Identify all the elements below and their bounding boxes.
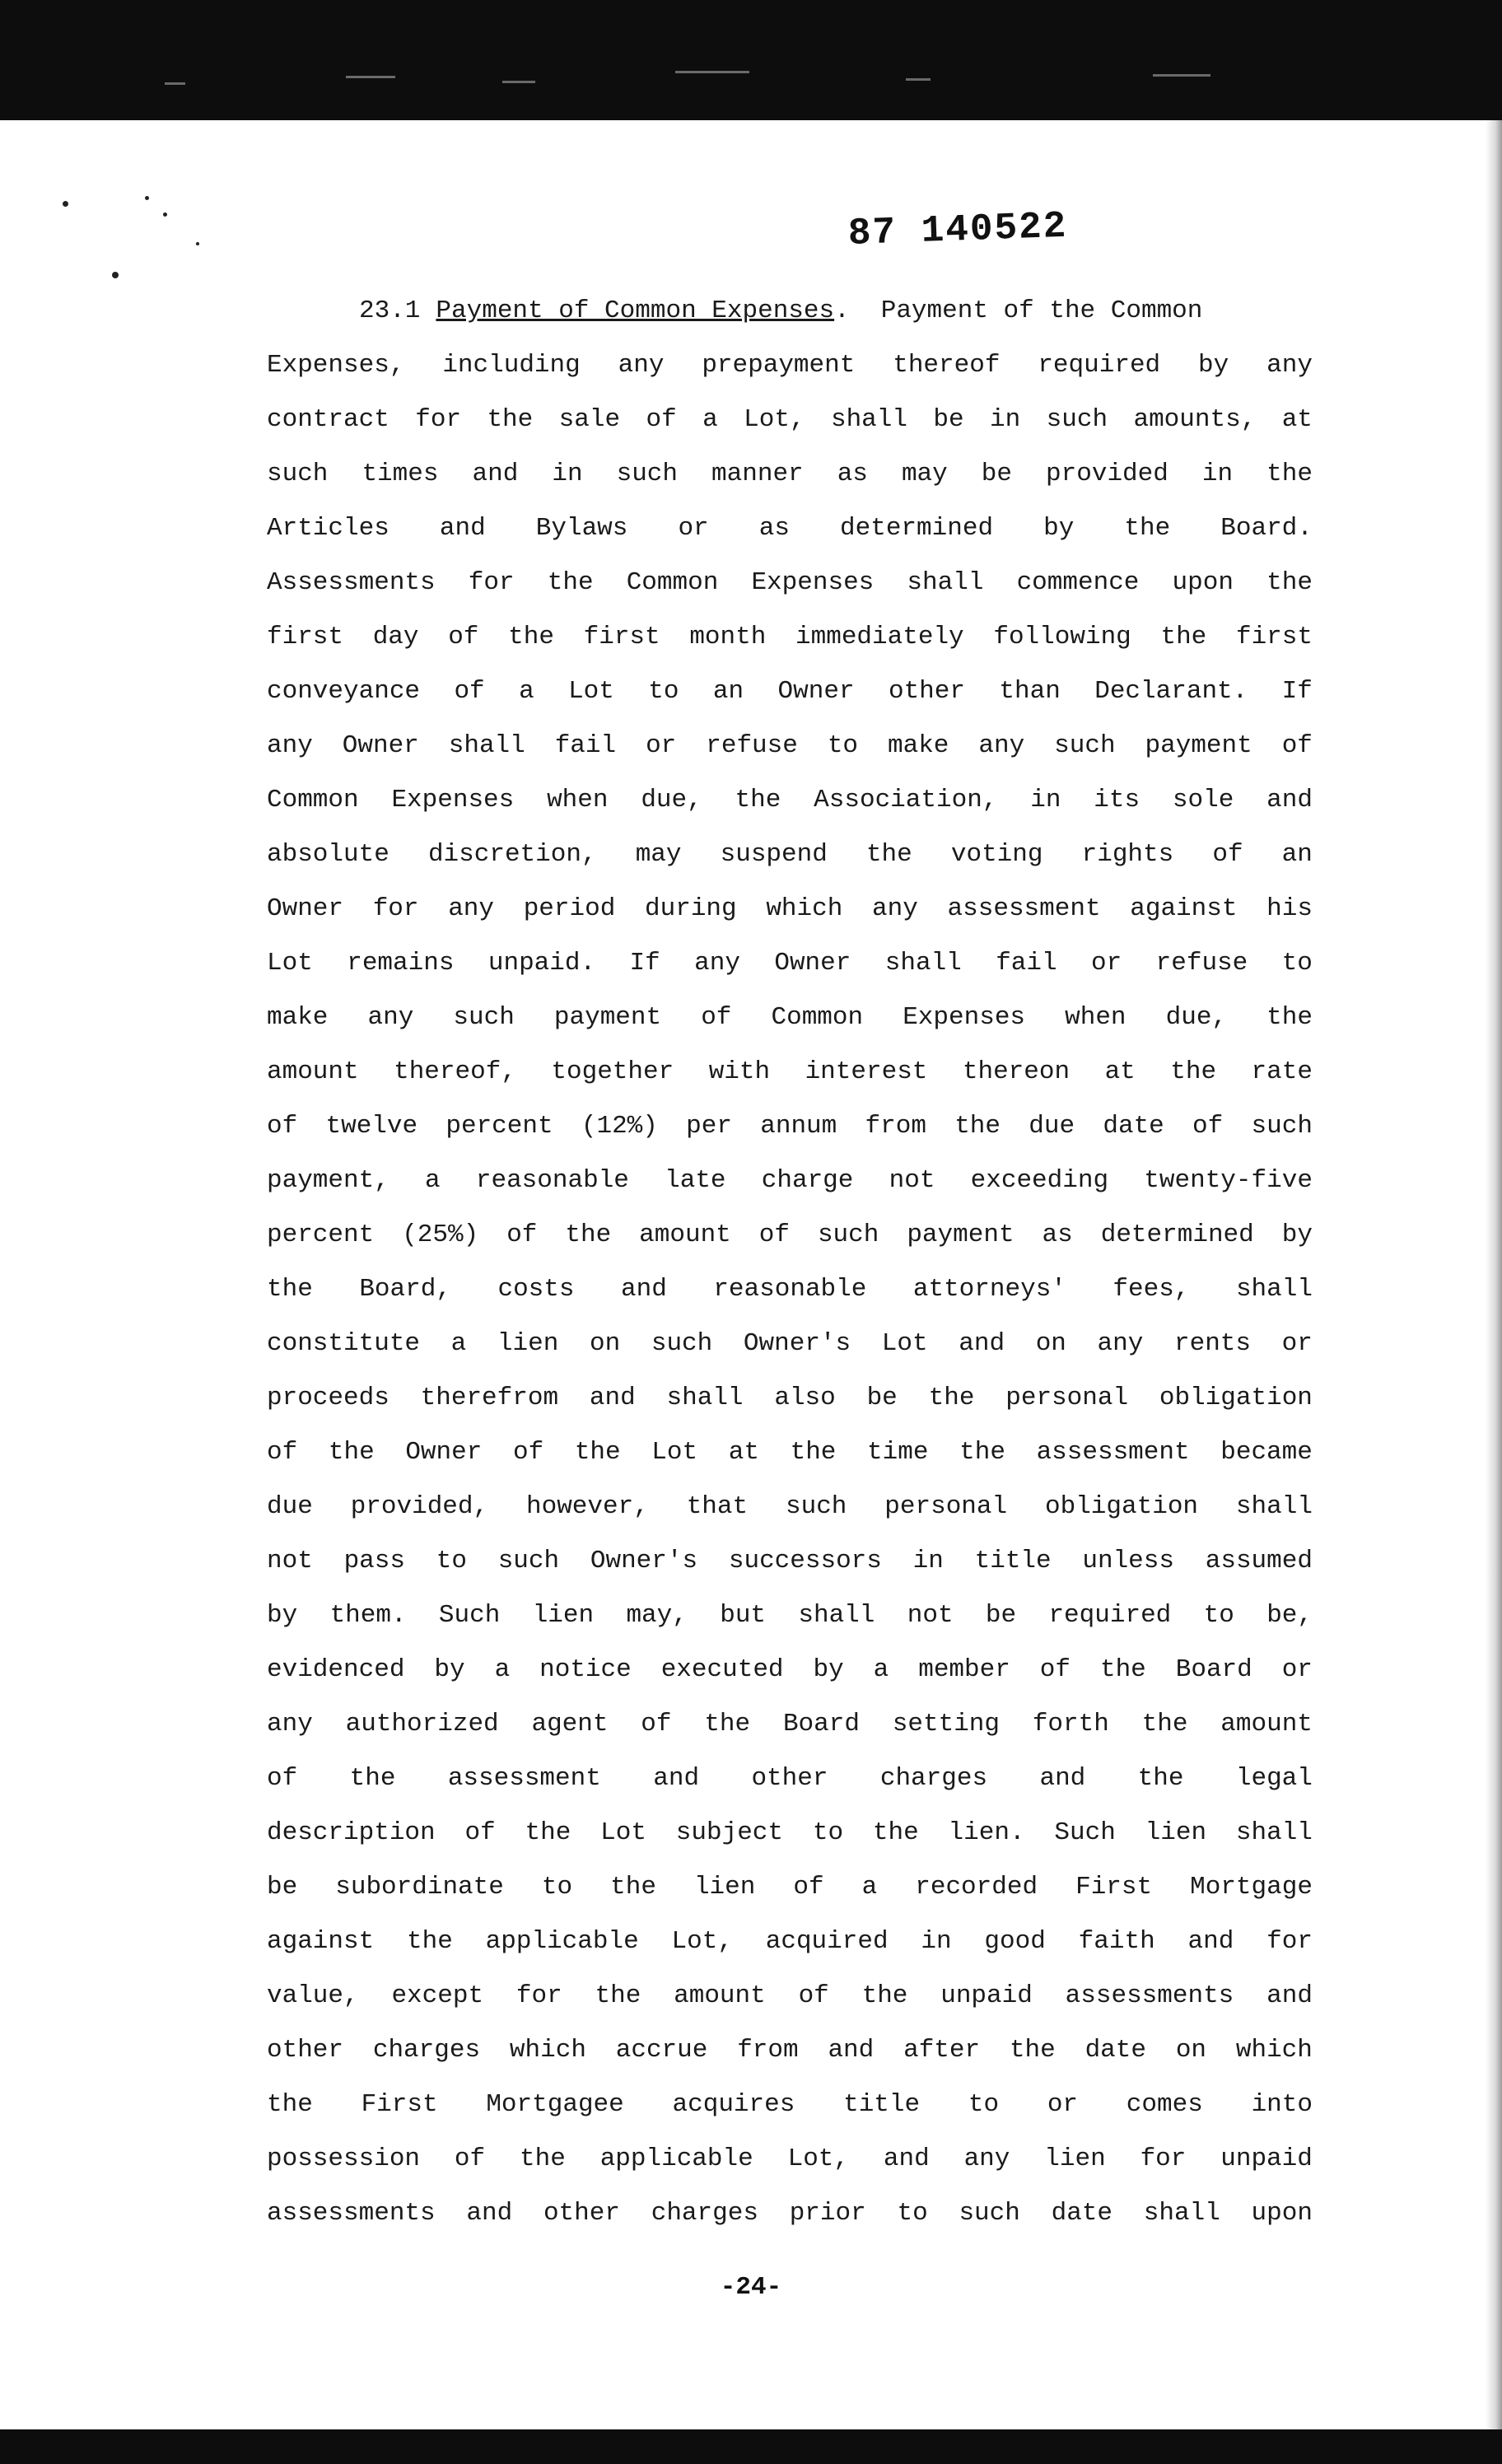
text-line: Expenses, including any prepayment thereof required by any [267,351,1313,380]
text-line: Lot remains unpaid. If any Owner shall fail or refuse to [267,949,1313,978]
text-line: description of the Lot subject to the lien. Such lien shall [267,1818,1313,1847]
body-text [267,284,1313,2241]
text-line: by them. Such lien may, but shall not be required to be, [267,1601,1313,1630]
text-line: possession of the applicable Lot, and any lien for unpaid [267,2144,1313,2173]
text-line: conveyance of a Lot to an Owner other than Declarant. If [267,677,1313,706]
text-line: of the Owner of the Lot at the time the assessment became [267,1438,1313,1467]
document-number-stamp: 87 140522 [847,204,1069,255]
scan-top-border [0,0,1502,120]
section-first-line-text: Payment of the Common [880,296,1203,325]
text-line: amount thereof, together with interest thereon at the rate [267,1057,1313,1086]
scan-speck [63,201,68,207]
text-line: not pass to such Owner's successors in title unless assumed [267,1547,1313,1575]
text-line: other charges which accrue from and after the date on which [267,2036,1313,2065]
scan-speck [112,272,119,278]
text-line: any Owner shall fail or refuse to make any such payment of [267,731,1313,760]
text-line: Owner for any period during which any assessment against his [267,894,1313,923]
scan-bottom-border [0,2429,1502,2464]
text-line: of twelve percent (12%) per annum from the due date of such [267,1112,1313,1141]
text-line: value, except for the amount of the unpaid assessments and [267,1981,1313,2010]
text-line: evidenced by a notice executed by a member of the Board or [267,1655,1313,1684]
text-line: proceeds therefrom and shall also be the personal obligation [267,1384,1313,1412]
text-line: first day of the first month immediately following the first [267,623,1313,651]
text-line: any authorized agent of the Board setting forth the amount [267,1710,1313,1738]
text-line: such times and in such manner as may be provided in the [267,460,1313,488]
text-line: due provided, however, that such personal obligation shall [267,1492,1313,1521]
section-number: 23.1 [359,296,421,325]
text-line: contract for the sale of a Lot, shall be in such amounts, at [267,405,1313,434]
scan-right-edge [1486,120,1502,2429]
text-line: assessments and other charges prior to such date shall upon [267,2199,1313,2228]
text-line: make any such payment of Common Expenses when due, the [267,1003,1313,1032]
text-line: the First Mortgagee acquires title to or comes into [267,2090,1313,2119]
text-line: payment, a reasonable late charge not exceeding twenty-five [267,1166,1313,1195]
text-line: Common Expenses when due, the Association, in its sole and [267,786,1313,814]
text-line: Articles and Bylaws or as determined by the Board. [267,514,1313,543]
page-number: -24- [720,2273,782,2302]
text-line: Assessments for the Common Expenses shall commence upon the [267,568,1313,597]
section-first-line [267,284,1313,338]
body-lines [267,338,1313,2241]
scan-speck [196,242,199,245]
text-line: absolute discretion, may suspend the voting rights of an [267,840,1313,869]
text-line: of the assessment and other charges and the legal [267,1764,1313,1793]
text-line: be subordinate to the lien of a recorded First Mortgage [267,1873,1313,1902]
text-line: constitute a lien on such Owner's Lot and on any rents or [267,1329,1313,1358]
text-line: the Board, costs and reasonable attorneys' fees, shall [267,1275,1313,1304]
scan-speck [145,196,149,200]
text-line: percent (25%) of the amount of such payment as determined by [267,1220,1313,1249]
text-line: against the applicable Lot, acquired in good faith and for [267,1927,1313,1956]
scan-speck [163,212,167,217]
section-heading-period: . [834,296,850,325]
section-heading: Payment of Common Expenses [436,296,835,325]
